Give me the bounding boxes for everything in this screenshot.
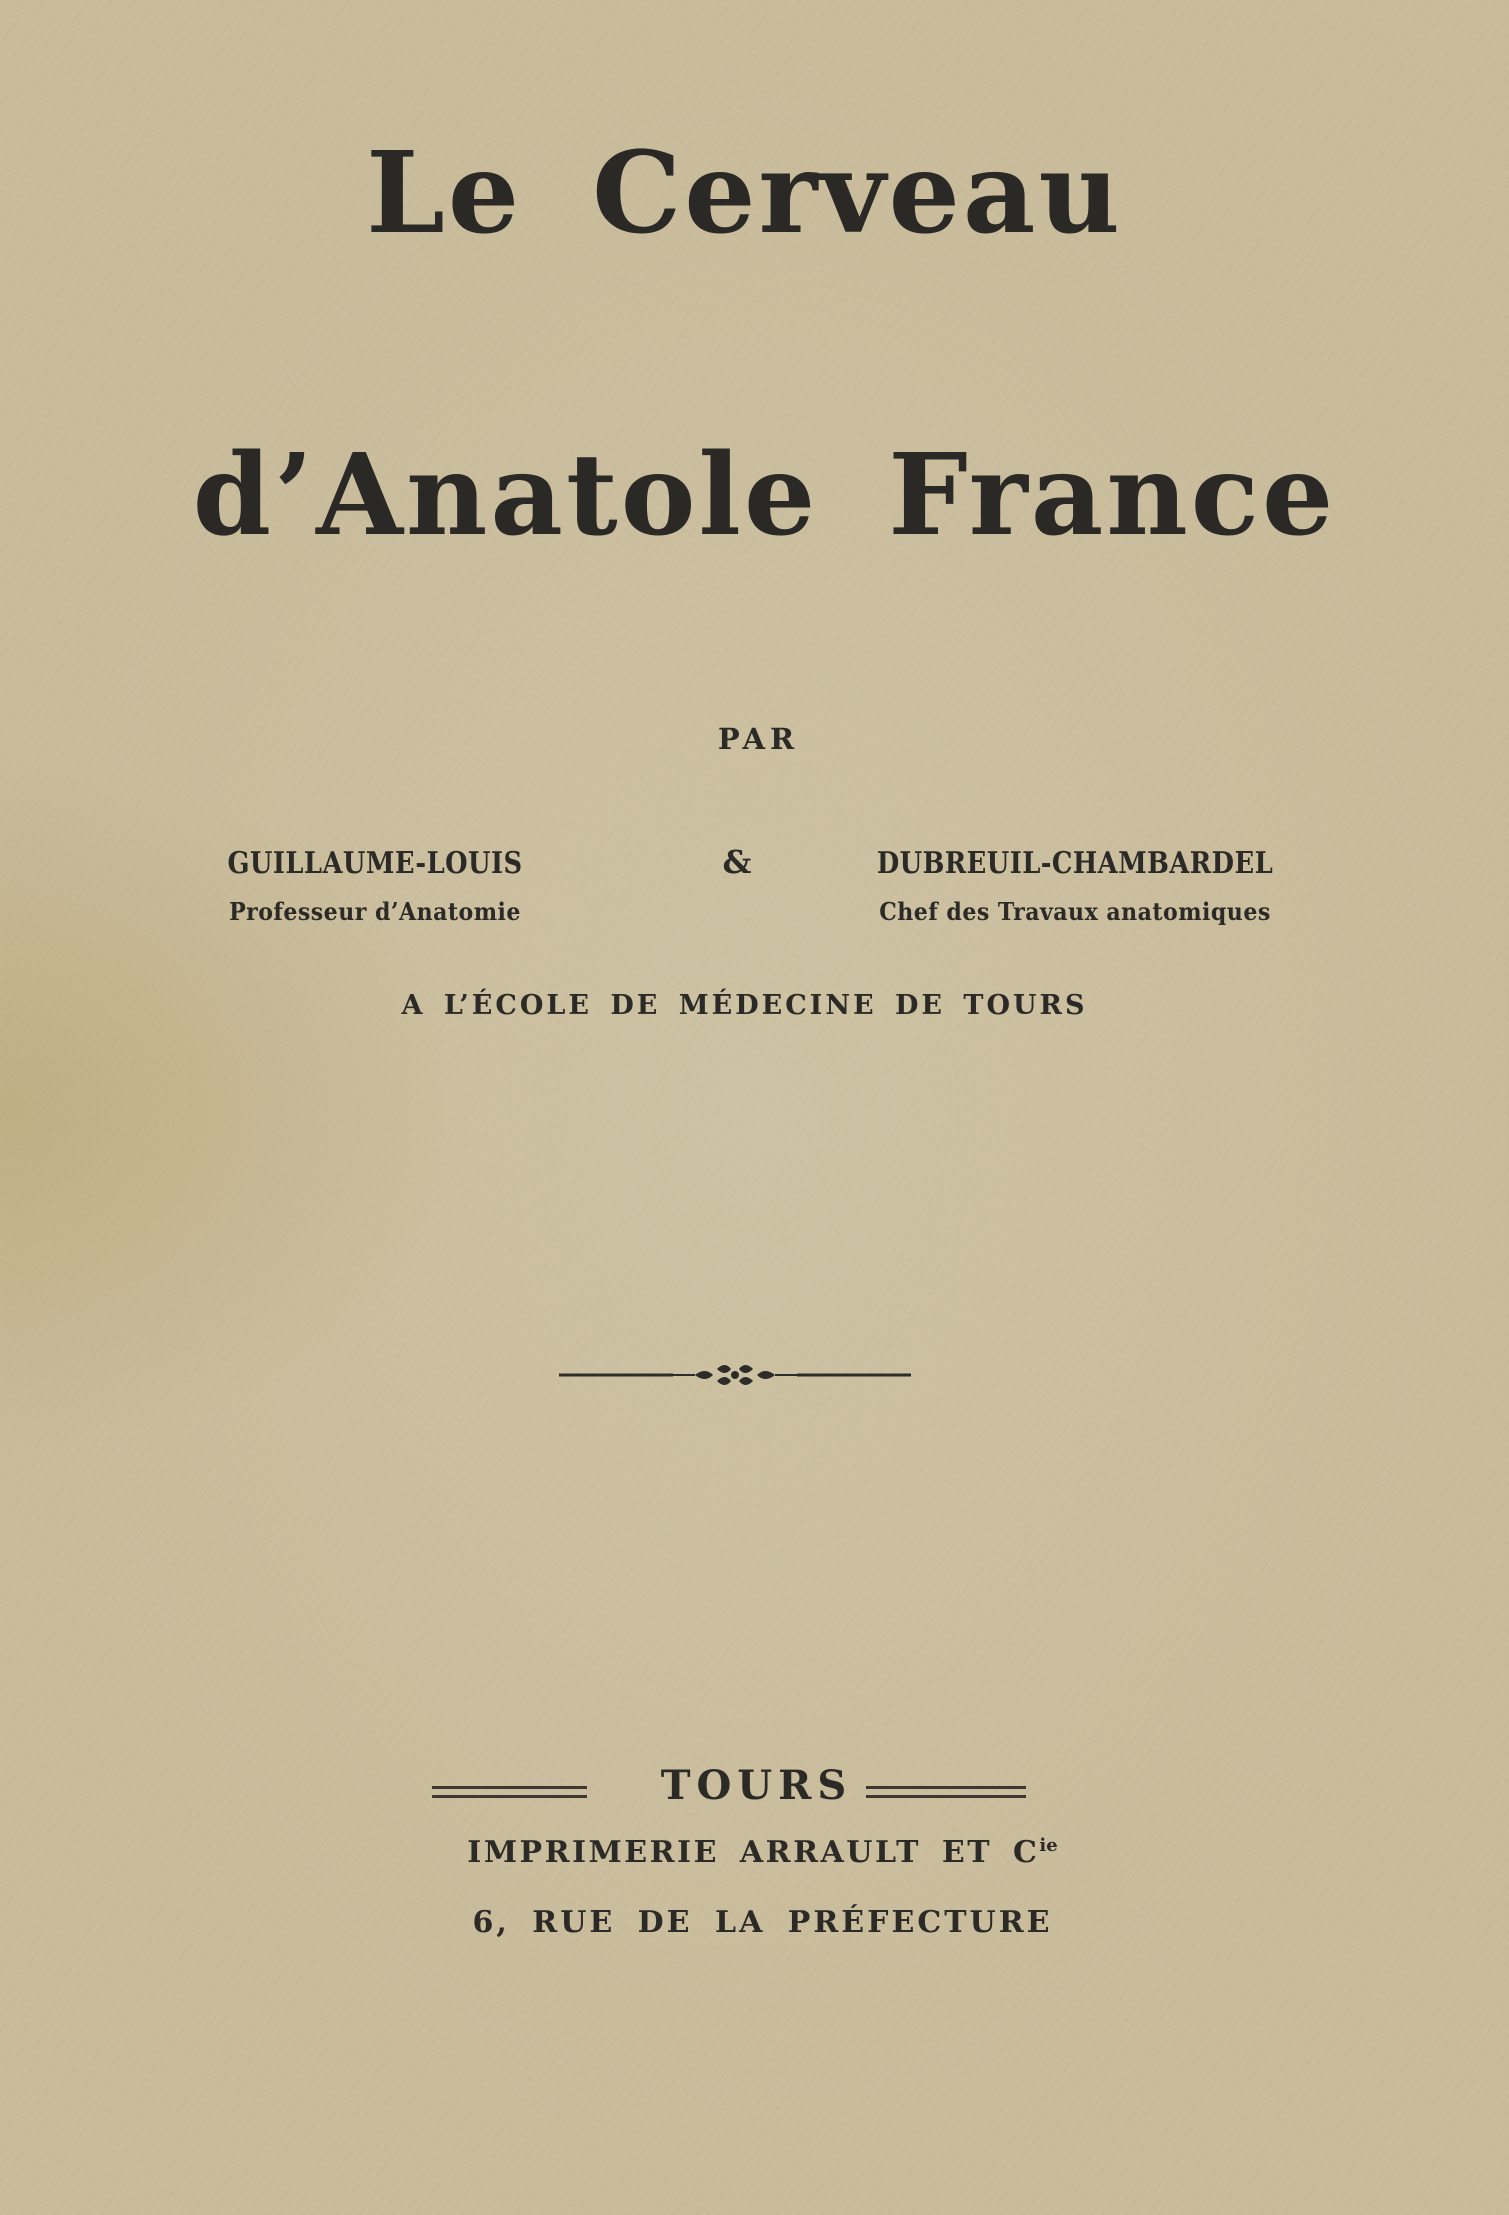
book-title-line-2: d’Anatole France bbox=[192, 430, 1337, 561]
author-dubreuil-chambardel bbox=[815, 846, 1335, 926]
double-rule-right bbox=[866, 1786, 1026, 1798]
author-separator: & bbox=[722, 843, 752, 881]
publisher-city: TOURS bbox=[660, 1762, 853, 1809]
affiliation: A L’ÉCOLE DE MÉDECINE DE TOURS bbox=[401, 990, 1088, 1021]
author-name: GUILLAUME-LOUIS bbox=[227, 846, 523, 881]
author-role: Chef des Travaux anatomiques bbox=[879, 897, 1271, 926]
printer-name: IMPRIMERIE ARRAULT ET C bbox=[467, 1835, 1040, 1870]
author-role: Professeur d’Anatomie bbox=[229, 897, 521, 926]
publisher-city-row bbox=[0, 1760, 1509, 1820]
printer-superscript: ie bbox=[1039, 1835, 1058, 1856]
byline-par: PAR bbox=[717, 722, 800, 756]
book-title-line-1: Le Cerveau bbox=[366, 128, 1123, 259]
fleuron-ornament-icon bbox=[555, 1355, 915, 1395]
author-guillaume-louis bbox=[165, 846, 585, 926]
author-name: DUBREUIL-CHAMBARDEL bbox=[876, 846, 1274, 881]
publisher-address: 6, RUE DE LA PRÉFECTURE bbox=[472, 1905, 1053, 1940]
publisher-printer bbox=[8, 1835, 1509, 1870]
